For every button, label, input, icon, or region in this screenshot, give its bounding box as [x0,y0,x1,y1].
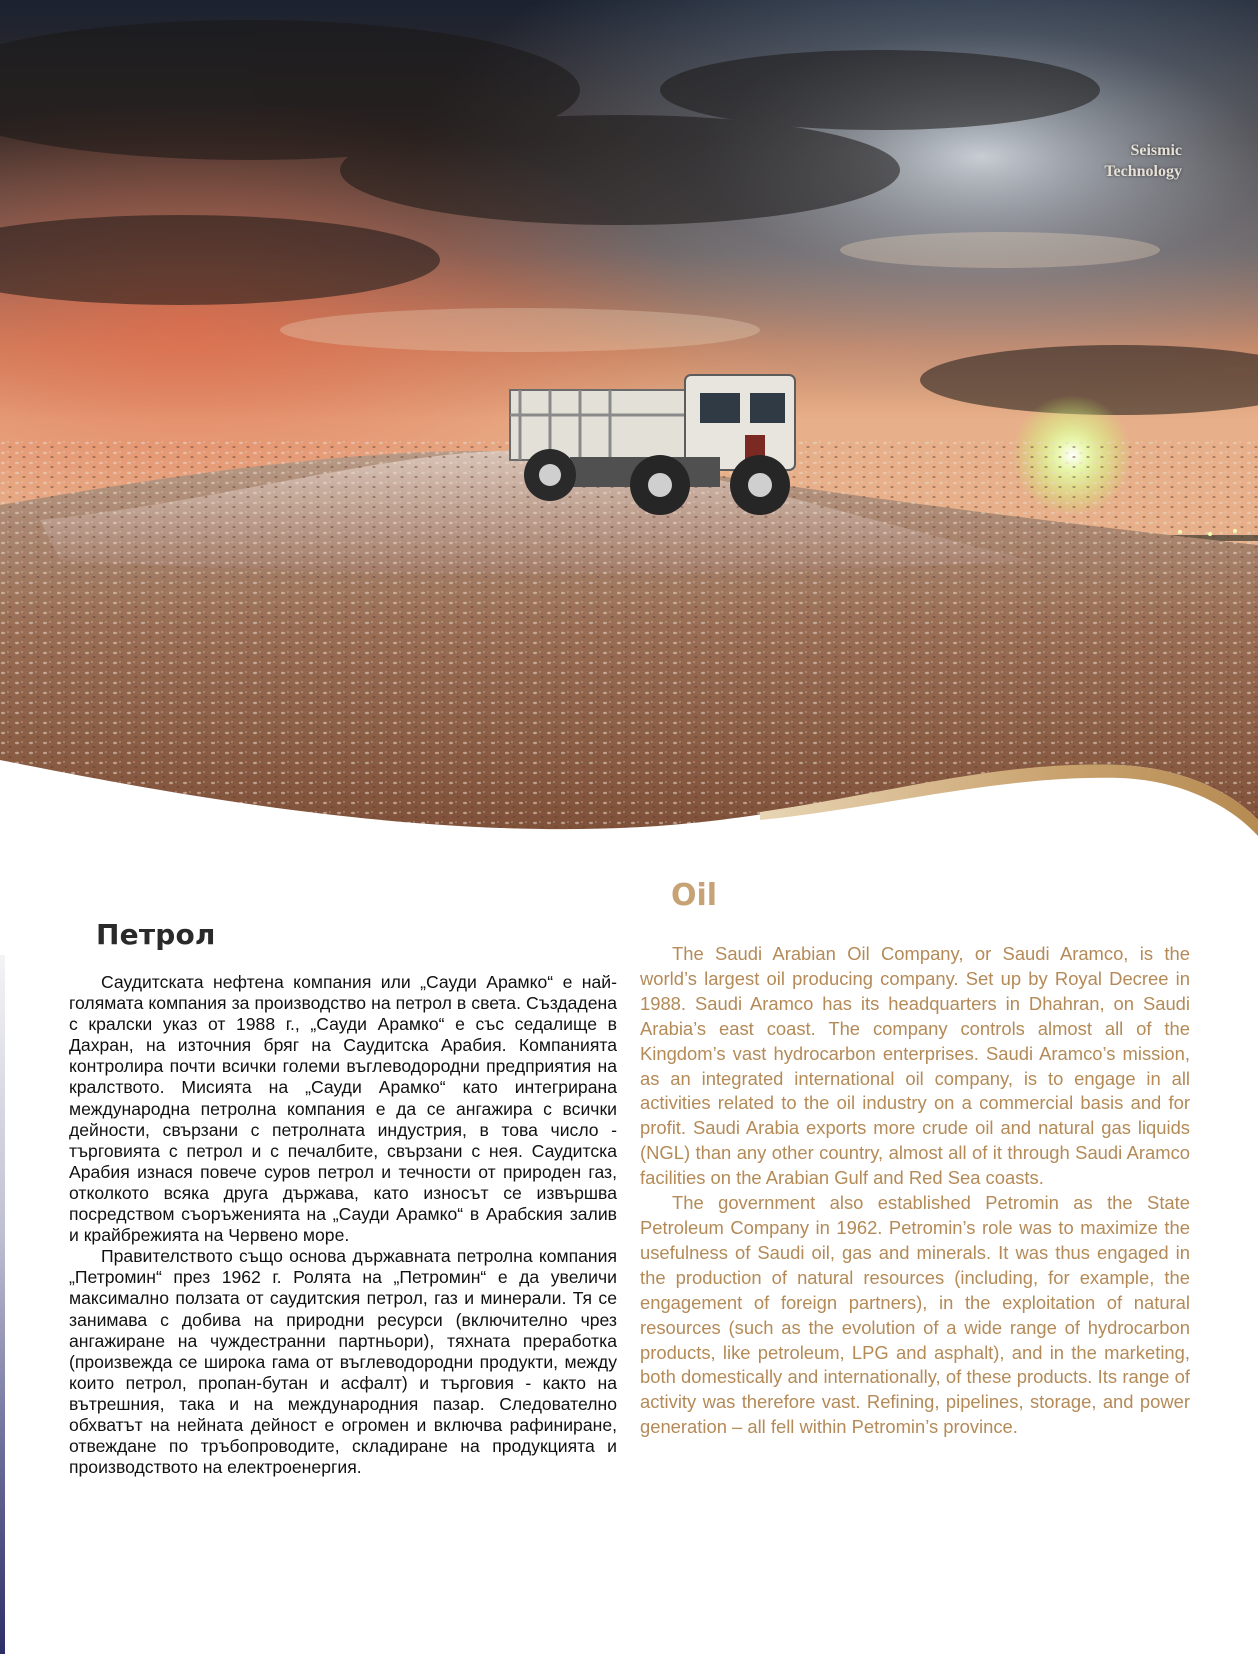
seismic-truck [510,375,795,515]
english-paragraph: The government also established Petromin as the State Petroleum Company in 1962. Petromin’s role was to maximize the usefulness of Saudi oil, gas and minerals. It was thus engaged in the production of natural resources (including, for example, the engagement of foreign partners), in the exploitation of natural resources (such as the evolution of a wide range of hydrocarbon products, like petroleum, LPG and asphalt), and in the marketing, both domestically and internationally, of these products. Its range of activity was therefore vast. Refining, pipelines, storage, and power generation – all fell within Petromin’s province. [640,1192,1190,1438]
bulgarian-paragraph: Саудитската нефтена компания или „Сауди Арамко“ е най-голямата компания за производство на петрол в света. Създадена с кралски указ от 1988 г., „Сауди Арамко“ е със седалище в Дахран, на източния бряг на Саудитска Арабия. Компанията контролира почти всички големи въглеводородни предприятия на кралството. Мисията на „Сауди Арамко“ като интегрирана международна петролна компания е да се ангажира с всички дейности, свързани с петролната индустрия, в това число - търговията с петрол и с печалбите, свързани с нея. Саудитска Арабия изнася повече суров петрол и течности от природен газ, отколкото всяка друга държава, като износът се извършва посредством съоръженията на „Сауди Арамко“ в Арабския залив и крайбрежията на Червено море. [69,972,617,1246]
bulgarian-title: Петрол [96,918,216,951]
caption-line-2: Technology [1104,163,1182,180]
caption-line-1: Seismic [1130,142,1182,159]
bulgarian-paragraph: Правителството също основа държавната петролна компания „Петромин“ през 1962 г. Ролята на „Петромин“ е да увеличи максимално ползата от саудитския петрол, газ и минерали. Тя се занимава с добива на природни ресурси (включително чрез ангажиране на чуждестранни партньори), тяхната преработка (произвежда се широка гама от въглеводородни продукти, между които петрол, пропан-бутан и асфалт) и търговия - както на вътрешния, така и на международния пазар. Следователно обхватът на нейната дейност е огромен и включва рафиниране, отвеждане по тръбопроводите, складиране на продукцията и производството на електроенергия. [69,1246,617,1478]
bulgarian-body [69,972,617,1478]
left-edge-strip [0,955,5,1654]
photo-caption [1104,140,1182,182]
english-title: Oil [671,878,718,913]
english-body [640,942,1190,1440]
english-paragraph: The Saudi Arabian Oil Company, or Saudi Aramco, is the world’s largest oil producing company. Set up by Royal Decree in 1988. Saudi Aramco has its headquarters in Dhahran, on Saudi Arabia’s east coast. The company controls almost all of the Kingdom’s vast hydrocarbon enterprises. Saudi Aramco’s mission, as an integrated international oil company, is to engage in all activities related to the oil industry on a commercial basis and for profit. Saudi Arabia exports more crude oil and natural gas liquids (NGL) than any other country, almost all of it through Saudi Aramco facilities on the Arabian Gulf and Red Sea coasts. [640,943,1190,1189]
